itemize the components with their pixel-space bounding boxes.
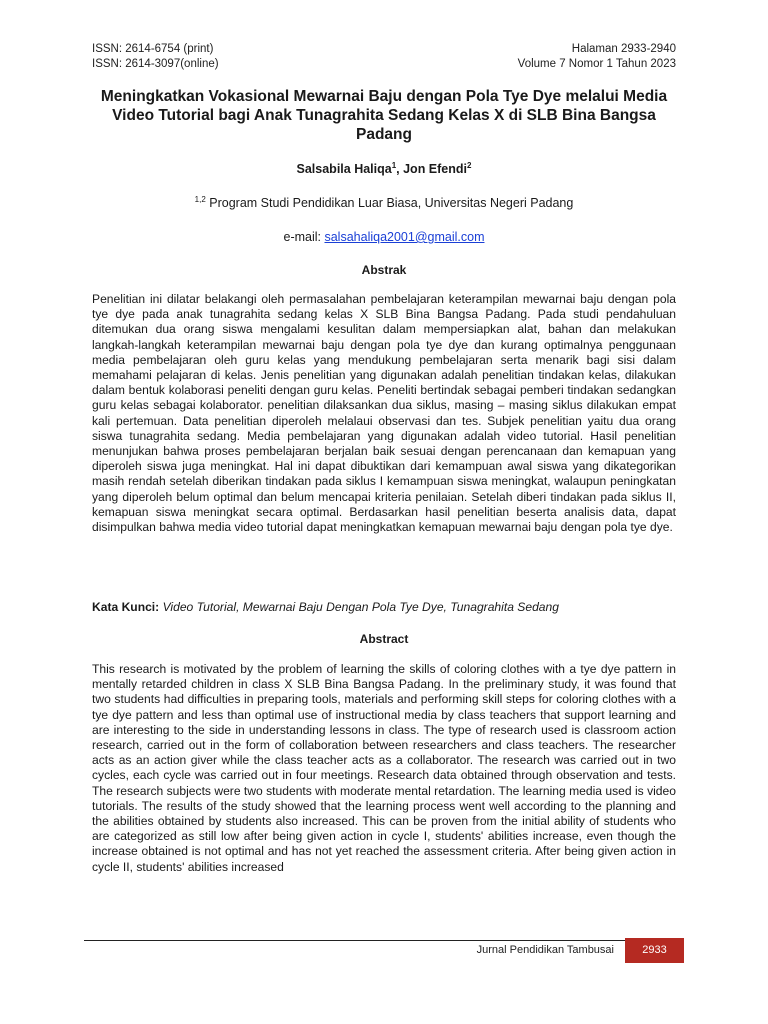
author-1-sup: 1 <box>391 160 397 170</box>
abstract-body: This research is motivated by the problem of learning the skills of coloring clothes with a tye dye pattern in mentally retarded children in class X SLB Bina Bangsa Padang. In the preliminary study, it was found that two students had difficulties in preparing tools, materials and performing skill steps for coloring clothes with a tye dye pattern and less than optimal use of instructional media by class teachers that support learning and are interesting to the side in understanding lessons in class. The type of research used is classroom action research, carried out in the form of collaboration between researchers and class teachers. The researcher acts as an action giver while the class teacher acts as a collaborator. The research was carried out in two cycles, each cycle was carried out in four meetings. Research data obtained through observation and tests. The research subjects were two students with moderate mental retardation. The learning media used is video tutorials. The results of the study showed that the learning process went well according to the planning and the abilities obtained by students also increased. This can be proven from the initial ability of students who are categorized as still low after being given action in cycle I, students' abilities increase, even though the increase obtained is not optimal and has not yet reached the assessment criteria. After being given action in cycle II, students' abilities increased <box>92 662 676 874</box>
paper-title: Meningkatkan Vokasional Mewarnai Baju dengan Pola Tye Dye melalui Media Video Tutorial bagi Anak Tunagrahita Sedang Kelas X di SLB Bina Bangsa Padang <box>100 88 668 143</box>
keywords <box>92 600 676 614</box>
affiliation-sup: 1,2 <box>194 194 206 204</box>
email-label: e-mail: <box>283 230 325 244</box>
abstract-heading: Abstract <box>359 632 409 646</box>
email-link[interactable]: salsahaliqa2001@gmail.com <box>324 230 485 244</box>
author-1: Salsabila Haliqa <box>296 162 392 176</box>
header-volume <box>518 42 676 72</box>
volume-info: Volume 7 Nomor 1 Tahun 2023 <box>517 58 676 70</box>
author-separator: , <box>396 162 404 176</box>
keywords-text: Video Tutorial, Mewarnai Baju Dengan Pola Tye Dye, Tunagrahita Sedang <box>159 600 559 614</box>
footer-page-number: 2933 <box>625 938 684 963</box>
abstrak-body: Penelitian ini dilatar belakangi oleh permasalahan pembelajaran keterampilan mewarnai baju dengan pola tye dye pada anak tunagrahita sedang kelas X SLB Bina Bangsa Padang. Pada studi pendahuluan ditemukan dua orang siswa mengalami kesulitan dalam mempersiapkan alat, bahan dan melakukan langkah-langkah keterampilan mewarnai baju dengan pola tye dye dan kurang optimalnya penggunaan media pembelajaran oleh guru kelas yang mendukung pembelajaran serta menarik bagi sisi dalam memahami pelajaran di kelas. Jenis penelitian yang digunakan adalah penelitian tindakan kelas, dilakukan dalam bentuk kolaborasi peneliti dengan guru kelas. Peneliti bertindak sebagai pemberi tindakan sedangkan guru kelas sebagai kolaborator. penelitian dilaksankan dua siklus, masing – masing siklus dilakukan empat kali pertemuan. Data penelitian diperoleh melalaui observasi dan tes. Subjek penelitian yaitu dua orang siswa tunagrahita sedang. Media pembelajaran yang digunakan adalah video tutorial. Hasil penelitian menunjukan bahwa proses pembelajaran berjalan baik sesuai dengan perencanaan dan kemapuan yang diperoleh siswa juga meningkat. Hal ini dapat dibuktikan dari kemampuan awal siswa yang dikategorikan masih rendah setelah diberikan tindakan pada siklus I kemampuan siswa meningkat, walaupun peningkatan yang diperoleh belum optimal dan belum mencapai kriteria penilaian. Setelah diberi tindakan pada siklus II, kemapuan siswa meningkat secara optimal. Berdasarkan hasil penelitian beserta analisis data, dapat disimpulkan bahwa media video tutorial dapat meningkatkan kemapuan mewarnai baju dengan pola tye dye. <box>92 292 676 535</box>
footer-journal: Jurnal Pendidikan Tambusai <box>476 944 614 956</box>
header-issn <box>92 42 219 72</box>
affiliation-text: Program Studi Pendidikan Luar Biasa, Universitas Negeri Padang <box>205 196 574 210</box>
affiliation <box>92 196 676 210</box>
abstrak-heading: Abstrak <box>361 263 407 277</box>
email-line <box>92 230 676 244</box>
issn-online: ISSN: 2614-3097(online) <box>92 58 219 70</box>
issn-print: ISSN: 2614-6754 (print) <box>92 43 214 55</box>
keywords-label: Kata Kunci: <box>92 600 160 614</box>
footer-rule <box>84 940 684 941</box>
page-range: Halaman 2933-2940 <box>571 43 676 55</box>
author-2: Jon Efendi <box>403 162 468 176</box>
authors <box>92 162 676 176</box>
author-2-sup: 2 <box>467 160 472 170</box>
